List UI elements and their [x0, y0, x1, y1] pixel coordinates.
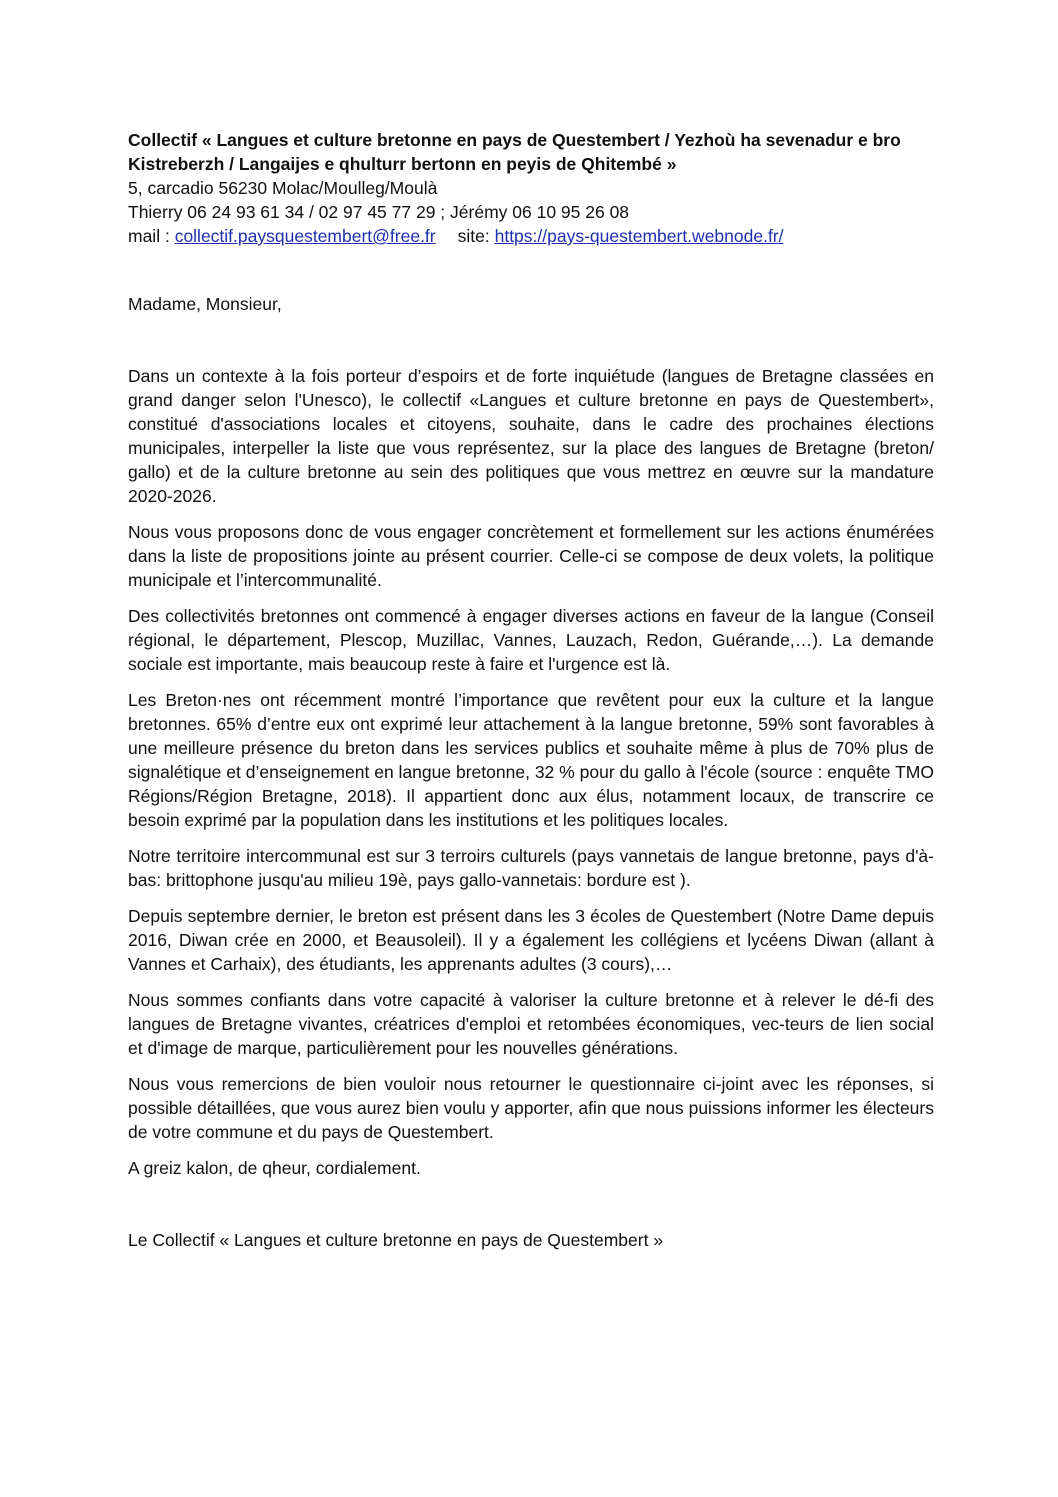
- paragraph-context: Dans un contexte à la fois porteur d’espoirs et de forte inquiétude (langues de Bretagne classées en grand danger selon l'Unesco), le collectif «Langues et culture bretonne en pays de Questembert», constitué d'associations locales et citoyens, souhaite, dans le cadre des prochaines élections municipales, interpeller la liste que vous représentez, sur la place des langues de Bretagne (breton/ gallo) et de la culture bretonne au sein des politiques que vous mettrez en œuvre sur la mandature 2020-2026.: [128, 366, 934, 506]
- letter-header: [128, 128, 934, 248]
- email-link[interactable]: collectif.paysquestembert@free.fr: [174, 226, 436, 246]
- salutation: Madame, Monsieur,: [128, 294, 282, 314]
- paragraph-thanks: Nous vous remercions de bien vouloir nous retourner le questionnaire ci-joint avec les réponses, si possible détaillées, que vous aurez bien voulu y apporter, afin que nous puissions informer les électeurs de votre commune et du pays de Questembert.: [128, 1074, 934, 1142]
- mail-label: mail :: [128, 226, 175, 246]
- contact-line: [128, 224, 934, 248]
- website-link[interactable]: https://pays-questembert.webnode.fr/: [494, 226, 784, 246]
- letter-page: [128, 128, 934, 1270]
- site-label: site:: [457, 226, 495, 246]
- paragraph-confidence: Nous sommes confiants dans votre capacité à valoriser la culture bretonne et à relever le dé-fi des langues de Bretagne vivantes, créatrices d'emploi et retombées économiques, vec-teurs de lien social et d'image de marque, particulièrement pour les nouvelles générations.: [128, 990, 934, 1058]
- letter-body: [128, 364, 934, 1180]
- paragraph-territory: Notre territoire intercommunal est sur 3 terroirs culturels (pays vannetais de langue bretonne, pays d'à-bas: brittophone jusqu'au milieu 19è, pays gallo-vannetais: bordure est ).: [128, 846, 934, 890]
- phone-line: Thierry 06 24 93 61 34 / 02 97 45 77 29 ; Jérémy 06 10 95 26 08: [128, 202, 630, 222]
- address-line: 5, carcadio 56230 Molac/Moulleg/Moulà: [128, 178, 438, 198]
- closing-line: A greiz kalon, de qheur, cordialement.: [128, 1158, 421, 1178]
- collective-title: Collectif « Langues et culture bretonne en pays de Questembert / Yezhoù ha sevenadur e bro Kistreberzh / Langaijes e qhulturr bertonn en peyis de Qhitembé »: [128, 130, 901, 174]
- paragraph-proposals: Nous vous proposons donc de vous engager concrètement et formellement sur les actions énumérées dans la liste de propositions jointe au présent courrier. Celle-ci se compose de deux volets, la politique municipale et l’intercommunalité.: [128, 522, 934, 590]
- paragraph-schools: Depuis septembre dernier, le breton est présent dans les 3 écoles de Questembert (Notre Dame depuis 2016, Diwan crée en 2000, et Beausoleil). Il y a également les collégiens et lycéens Diwan (allant à Vannes et Carhaix), des étudiants, les apprenants adultes (3 cours),…: [128, 906, 934, 974]
- paragraph-collectivities: Des collectivités bretonnes ont commencé à engager diverses actions en faveur de la langue (Conseil régional, le département, Plescop, Muzillac, Vannes, Lauzach, Redon, Guérande,…). La demande sociale est importante, mais beaucoup reste à faire et l'urgence est là.: [128, 606, 934, 674]
- paragraph-survey: Les Breton·nes ont récemment montré l’importance que revêtent pour eux la culture et la langue bretonnes. 65% d’entre eux ont exprimé leur attachement à la langue bretonne, 59% sont favorables à une meilleure présence du breton dans les services publics et souhaite même à plus de 70% plus de signalétique et d’enseignement en langue bretonne, 32 % pour du gallo à l'école (source : enquête TMO Régions/Région Bretagne, 2018). Il appartient donc aux élus, notamment locaux, de transcrire ce besoin exprimé par la population dans les institutions et les politiques locales.: [128, 690, 934, 830]
- signature: Le Collectif « Langues et culture bretonne en pays de Questembert »: [128, 1230, 664, 1250]
